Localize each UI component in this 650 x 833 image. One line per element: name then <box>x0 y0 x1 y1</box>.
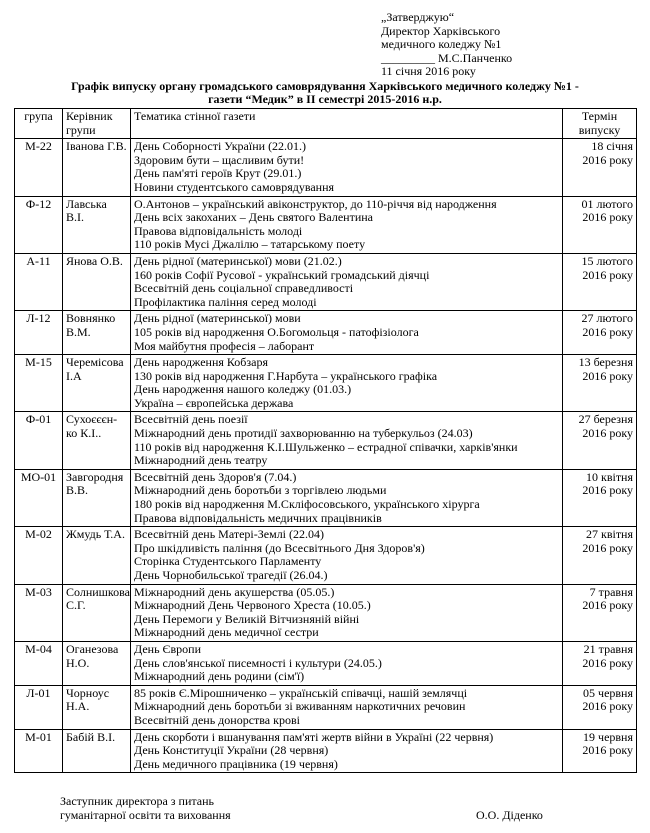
header-group: група <box>15 109 63 139</box>
topics-cell <box>131 196 563 253</box>
topic-item: Всесвітній день поезії <box>134 413 248 427</box>
leader-cell: Лавська В.І. <box>63 196 131 253</box>
approval-line-4: _________ М.С.Панченко <box>381 50 513 65</box>
topics-cell <box>131 641 563 685</box>
group-cell: А-11 <box>15 253 63 310</box>
topic-item: День слов'янської писемності і культури (24.05.) <box>134 656 382 670</box>
topic-item: День рідної (материнської) мови <box>134 312 301 326</box>
group-cell: М-01 <box>15 729 63 773</box>
header-topics: Тематика стінної газети <box>131 109 563 139</box>
topic-item: Про шкідливість паління (до Всесвітнього Дня Здоров'я) <box>134 541 425 555</box>
group-cell: М-15 <box>15 355 63 412</box>
group-cell: М-03 <box>15 584 63 641</box>
topics-cell <box>131 729 563 773</box>
topic-item: 105 років від народження О.Богомольця - патофізіолога <box>134 325 419 339</box>
footer-position <box>60 795 231 822</box>
leader-cell: Янова О.В. <box>63 253 131 310</box>
topic-item: День Чорнобильської трагедії (26.04.) <box>134 569 328 582</box>
table-row <box>15 139 637 196</box>
table-row <box>15 355 637 412</box>
approval-line-5: 11 січня 2016 року <box>381 64 476 79</box>
footer-signatory: О.О. Діденко <box>476 808 543 822</box>
group-cell: М-02 <box>15 527 63 584</box>
topic-item: Всесвітній день соціальної справедливості <box>134 282 354 296</box>
topic-item: Сторінка Студентського Парламенту <box>134 555 322 569</box>
topics-cell <box>131 139 563 196</box>
topic-item: Новини студентського самоврядування <box>134 180 335 194</box>
table-row <box>15 196 637 253</box>
topic-item: День Соборності України (22.01.) <box>134 140 307 154</box>
table-row <box>15 412 637 469</box>
group-cell: М-04 <box>15 641 63 685</box>
topic-item: Україна – європейська держава <box>134 396 294 410</box>
topic-item: Міжнародний день акушерства (05.05.) <box>134 585 335 599</box>
table-row <box>15 469 637 526</box>
topic-item: 180 років від народження М.Скліфосовського, українського хірурга <box>134 498 480 512</box>
term-cell: 18 січня 2016 року <box>563 139 637 196</box>
footer-position-line-1: Заступник директора з питань <box>60 794 214 808</box>
leader-cell: Чорноус Н.А. <box>63 685 131 729</box>
topic-item: Правова відповідальність медичних працівників <box>134 511 382 525</box>
table-row <box>15 685 637 729</box>
topic-item: 130 років від народження Г.Нарбута – українського графіка <box>134 369 438 383</box>
topic-item: Всесвітній день Здоров'я (7.04.) <box>134 470 297 484</box>
topic-item: День медичного працівника (19 червня) <box>134 757 338 771</box>
topic-item: Міжнародний день театру <box>134 454 268 468</box>
group-cell: Ф-01 <box>15 412 63 469</box>
term-cell: 7 травня 2016 року <box>563 584 637 641</box>
document-title <box>10 80 640 106</box>
group-cell: М-22 <box>15 139 63 196</box>
topic-item: Правова відповідальність молоді <box>134 224 303 238</box>
term-cell: 13 березня 2016 року <box>563 355 637 412</box>
approval-line-1: „Затверджую“ <box>381 10 455 24</box>
topics-cell <box>131 355 563 412</box>
topic-item: День рідної (материнської) мови (21.02.) <box>134 254 342 268</box>
topics-cell <box>131 412 563 469</box>
group-cell: Ф-12 <box>15 196 63 253</box>
leader-cell: Черемісова І.А <box>63 355 131 412</box>
topic-item: День пам'яті героїв Крут (29.01.) <box>134 167 302 181</box>
topic-item: День скорботи і вшанування пам'яті жертв війни в Україні (22 червня) <box>134 730 494 744</box>
term-cell: 27 лютого 2016 року <box>563 311 637 355</box>
topic-item: Міжнародний день боротьби з торгівлею людьми <box>134 484 387 498</box>
topic-item: Міжнародний День Червоного Хреста (10.05.) <box>134 599 371 613</box>
schedule-table <box>14 108 637 773</box>
topics-cell <box>131 685 563 729</box>
topic-item: День всіх закоханих – День святого Валентина <box>134 211 374 225</box>
topics-cell <box>131 311 563 355</box>
approval-line-2: Директор Харківського <box>381 23 501 38</box>
leader-cell: Іванова Г.В. <box>63 139 131 196</box>
leader-cell: Сухоєєєн-ко К.І.. <box>63 412 131 469</box>
header-leader: Керівник групи <box>63 109 131 139</box>
approval-block <box>381 11 641 79</box>
term-cell: 01 лютого 2016 року <box>563 196 637 253</box>
leader-cell: Жмудь Т.А. <box>63 527 131 584</box>
topics-cell <box>131 584 563 641</box>
title-line-2: газети “Медик” в ІІ семестрі 2015-2016 н.р. <box>208 92 442 106</box>
leader-cell: Вовнянко В.М. <box>63 311 131 355</box>
footer-position-line-2: гуманітарної освіти та виховання <box>60 807 231 822</box>
term-cell: 05 червня 2016 року <box>563 685 637 729</box>
topic-item: День народження Кобзаря <box>134 356 268 370</box>
topic-item: Міжнародний день боротьби зі вживанням наркотичних речовин <box>134 700 466 714</box>
table-row <box>15 253 637 310</box>
topic-item: Міжнародний день медичної сестри <box>134 626 319 640</box>
table-row <box>15 641 637 685</box>
topic-item: Моя майбутня професія – лаборант <box>134 339 315 353</box>
approval-line-3: медичного коледжу №1 <box>381 37 502 52</box>
topic-item: 160 років Софії Русової - український громадський діячці <box>134 268 430 282</box>
table-header-row <box>15 109 637 139</box>
topic-item: День Перемоги у Великій Вітчизняній війні <box>134 612 360 626</box>
term-cell: 19 червня 2016 року <box>563 729 637 773</box>
table-row <box>15 527 637 584</box>
topic-item: Здоровим бути – щасливим бути! <box>134 153 305 167</box>
topic-item: Профілактика паління серед молоді <box>134 295 317 309</box>
topic-item: Міжнародний день родини (сім'ї) <box>134 670 305 684</box>
topic-item: О.Антонов – український авіконструктор, до 110-річчя від народження <box>134 197 497 211</box>
topic-item: 110 років Мусі Джалілю – татарському поету <box>134 238 366 252</box>
topic-item: Міжнародний день протидії захворюванню на туберкульоз (24.03) <box>134 427 473 441</box>
term-cell: 15 лютого 2016 року <box>563 253 637 310</box>
topic-item: 85 років Є.Мірошниченко – українській співачці, нашій землячці <box>134 686 468 700</box>
topic-item: День Європи <box>134 642 201 656</box>
topic-item: День народження нашого коледжу (01.03.) <box>134 383 352 397</box>
topics-cell <box>131 253 563 310</box>
leader-cell: Завгородня В.В. <box>63 469 131 526</box>
table-row <box>15 584 637 641</box>
leader-cell: Солнишкова С.Г. <box>63 584 131 641</box>
header-term: Термін випуску <box>563 109 637 139</box>
term-cell: 27 березня 2016 року <box>563 412 637 469</box>
term-cell: 21 травня 2016 року <box>563 641 637 685</box>
group-cell: МО-01 <box>15 469 63 526</box>
topic-item: Всесвітній день Матері-Землі (22.04) <box>134 528 325 542</box>
topics-cell <box>131 527 563 584</box>
term-cell: 27 квітня 2016 року <box>563 527 637 584</box>
title-line-1: Графік випуску органу громадського самоврядування Харківського медичного коледжу №1 - <box>71 79 579 93</box>
term-cell: 10 квітня 2016 року <box>563 469 637 526</box>
topic-item: 110 років від народження К.І.Шульженко – естрадної співачки, харків'янки <box>134 440 518 454</box>
topic-item: Всесвітній день донорства крові <box>134 713 300 727</box>
topic-item: День Конституції України (28 червня) <box>134 744 329 758</box>
leader-cell: Бабій В.І. <box>63 729 131 773</box>
table-row <box>15 729 637 773</box>
group-cell: Л-01 <box>15 685 63 729</box>
topics-cell <box>131 469 563 526</box>
leader-cell: Оганезова Н.О. <box>63 641 131 685</box>
group-cell: Л-12 <box>15 311 63 355</box>
table-row <box>15 311 637 355</box>
